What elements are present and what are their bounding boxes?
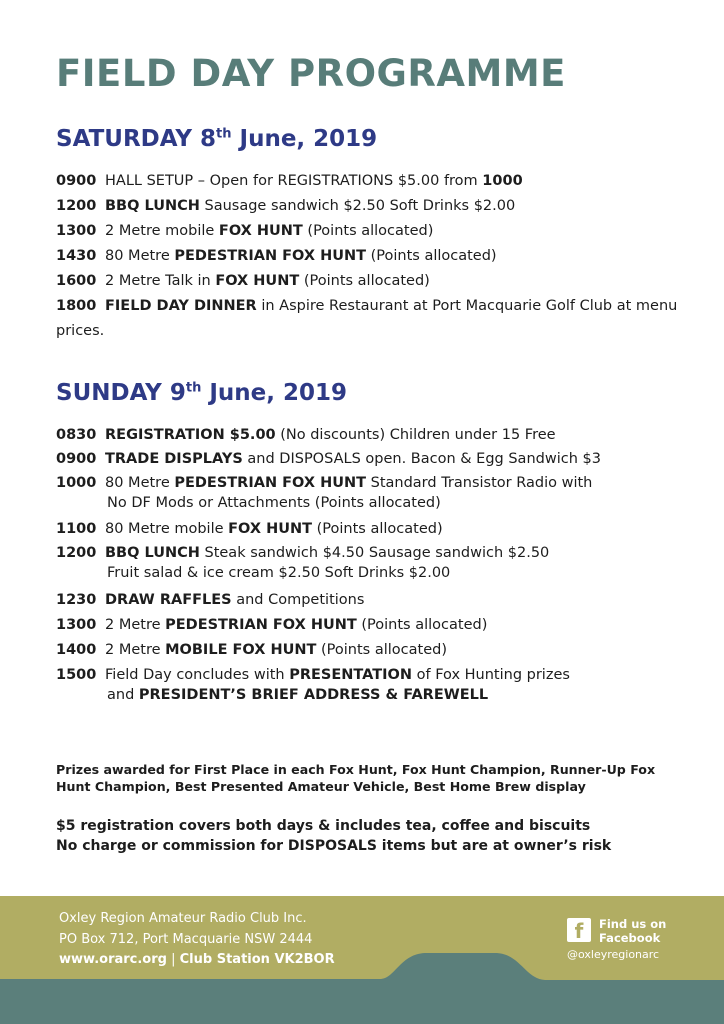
schedule-desc: 2 Metre MOBILE FOX HUNT (Points allocated) bbox=[105, 642, 447, 658]
schedule-time: 1300 bbox=[56, 617, 97, 633]
schedule-row bbox=[56, 590, 676, 615]
facebook-handle[interactable]: @oxleyregionarc bbox=[567, 948, 660, 961]
saturday-schedule bbox=[56, 171, 676, 341]
facebook-label-line: Facebook bbox=[599, 931, 661, 945]
saturday-heading-sup: th bbox=[216, 126, 232, 142]
schedule-row bbox=[56, 425, 676, 449]
schedule-time: 1400 bbox=[56, 642, 97, 658]
saturday-heading-text: SATURDAY 8 bbox=[56, 126, 217, 152]
schedule-time: 1600 bbox=[56, 273, 97, 289]
website-link[interactable]: www.orarc.org bbox=[59, 952, 167, 967]
schedule-row bbox=[56, 296, 676, 321]
schedule-row bbox=[56, 665, 676, 711]
schedule-desc: BBQ LUNCH Steak sandwich $4.50 Sausage sandwich $2.50 bbox=[105, 545, 550, 561]
schedule-row bbox=[56, 615, 676, 640]
schedule-desc: 80 Metre mobile FOX HUNT (Points allocated) bbox=[105, 521, 443, 537]
prizes-note bbox=[56, 761, 655, 795]
sunday-heading bbox=[56, 380, 347, 406]
schedule-time: 1430 bbox=[56, 248, 97, 264]
schedule-desc: REGISTRATION $5.00 (No discounts) Children under 15 Free bbox=[105, 427, 556, 443]
schedule-row bbox=[56, 196, 676, 221]
schedule-row bbox=[56, 519, 676, 543]
registration-note-line: No charge or commission for DISPOSALS items but are at owner’s risk bbox=[56, 838, 612, 854]
schedule-time: 1000 bbox=[56, 475, 97, 491]
schedule-desc-cont: and PRESIDENT’S BRIEF ADDRESS & FAREWELL bbox=[107, 687, 489, 703]
facebook-label-line: Find us on bbox=[599, 917, 667, 931]
footer-club-name: Oxley Region Amateur Radio Club Inc. bbox=[59, 911, 307, 926]
schedule-desc: FIELD DAY DINNER in Aspire Restaurant at Port Macquarie Golf Club at menu bbox=[105, 298, 678, 314]
saturday-heading-date: June, 2019 bbox=[231, 126, 378, 152]
facebook-label[interactable] bbox=[599, 917, 666, 945]
schedule-desc: DRAW RAFFLES and Competitions bbox=[105, 592, 365, 608]
registration-note bbox=[56, 816, 611, 856]
prizes-line: Prizes awarded for First Place in each Fox Hunt, Fox Hunt Champion, Runner-Up Fox bbox=[56, 762, 656, 777]
schedule-row bbox=[56, 473, 676, 519]
schedule-row bbox=[56, 246, 676, 271]
schedule-time: 1500 bbox=[56, 667, 97, 683]
registration-note-line: $5 registration covers both days & includes tea, coffee and biscuits bbox=[56, 818, 591, 834]
schedule-time: 1230 bbox=[56, 592, 97, 608]
footer-links bbox=[59, 952, 335, 967]
schedule-desc-cont: Fruit salad & ice cream $2.50 Soft Drinks $2.00 bbox=[107, 565, 451, 581]
dinner-wrap-text: prices. bbox=[56, 323, 105, 339]
schedule-time: 1100 bbox=[56, 521, 97, 537]
footer-address: PO Box 712, Port Macquarie NSW 2444 bbox=[59, 932, 313, 947]
schedule-time: 1800 bbox=[56, 298, 97, 314]
schedule-desc: Field Day concludes with PRESENTATION of Fox Hunting prizes bbox=[105, 667, 570, 683]
page-title: FIELD DAY PROGRAMME bbox=[56, 52, 566, 95]
schedule-row bbox=[56, 221, 676, 246]
saturday-heading bbox=[56, 126, 377, 152]
schedule-desc: 2 Metre Talk in FOX HUNT (Points allocated) bbox=[105, 273, 430, 289]
club-station: Club Station VK2BOR bbox=[179, 952, 335, 967]
schedule-desc-cont: No DF Mods or Attachments (Points allocated) bbox=[107, 495, 441, 511]
sunday-heading-sup: th bbox=[185, 380, 202, 396]
schedule-time: 1200 bbox=[56, 545, 97, 561]
footer-separator: | bbox=[171, 952, 176, 967]
schedule-time: 1300 bbox=[56, 223, 97, 239]
schedule-time: 1200 bbox=[56, 198, 97, 214]
sunday-heading-date: June, 2019 bbox=[201, 380, 348, 406]
schedule-desc: 80 Metre PEDESTRIAN FOX HUNT (Points allocated) bbox=[105, 248, 497, 264]
schedule-desc: BBQ LUNCH Sausage sandwich $2.50 Soft Drinks $2.00 bbox=[105, 198, 516, 214]
schedule-row bbox=[56, 271, 676, 296]
schedule-desc: 2 Metre PEDESTRIAN FOX HUNT (Points allocated) bbox=[105, 617, 488, 633]
schedule-row bbox=[56, 640, 676, 665]
schedule-row bbox=[56, 543, 676, 590]
schedule-desc: HALL SETUP – Open for REGISTRATIONS $5.00 from 1000 bbox=[105, 173, 523, 189]
sunday-heading-text: SUNDAY 9 bbox=[56, 380, 186, 406]
schedule-desc: 80 Metre PEDESTRIAN FOX HUNT Standard Transistor Radio with bbox=[105, 475, 593, 491]
sunday-schedule bbox=[56, 425, 676, 711]
prizes-line: Hunt Champion, Best Presented Amateur Vehicle, Best Home Brew display bbox=[56, 779, 586, 794]
schedule-desc: TRADE DISPLAYS and DISPOSALS open. Bacon & Egg Sandwich $3 bbox=[105, 451, 601, 467]
schedule-time: 0900 bbox=[56, 173, 97, 189]
schedule-time: 0830 bbox=[56, 427, 97, 443]
schedule-row bbox=[56, 171, 676, 196]
schedule-desc: 2 Metre mobile FOX HUNT (Points allocated) bbox=[105, 223, 434, 239]
facebook-icon[interactable]: f bbox=[567, 918, 591, 942]
schedule-time: 0900 bbox=[56, 451, 97, 467]
schedule-row bbox=[56, 449, 676, 473]
